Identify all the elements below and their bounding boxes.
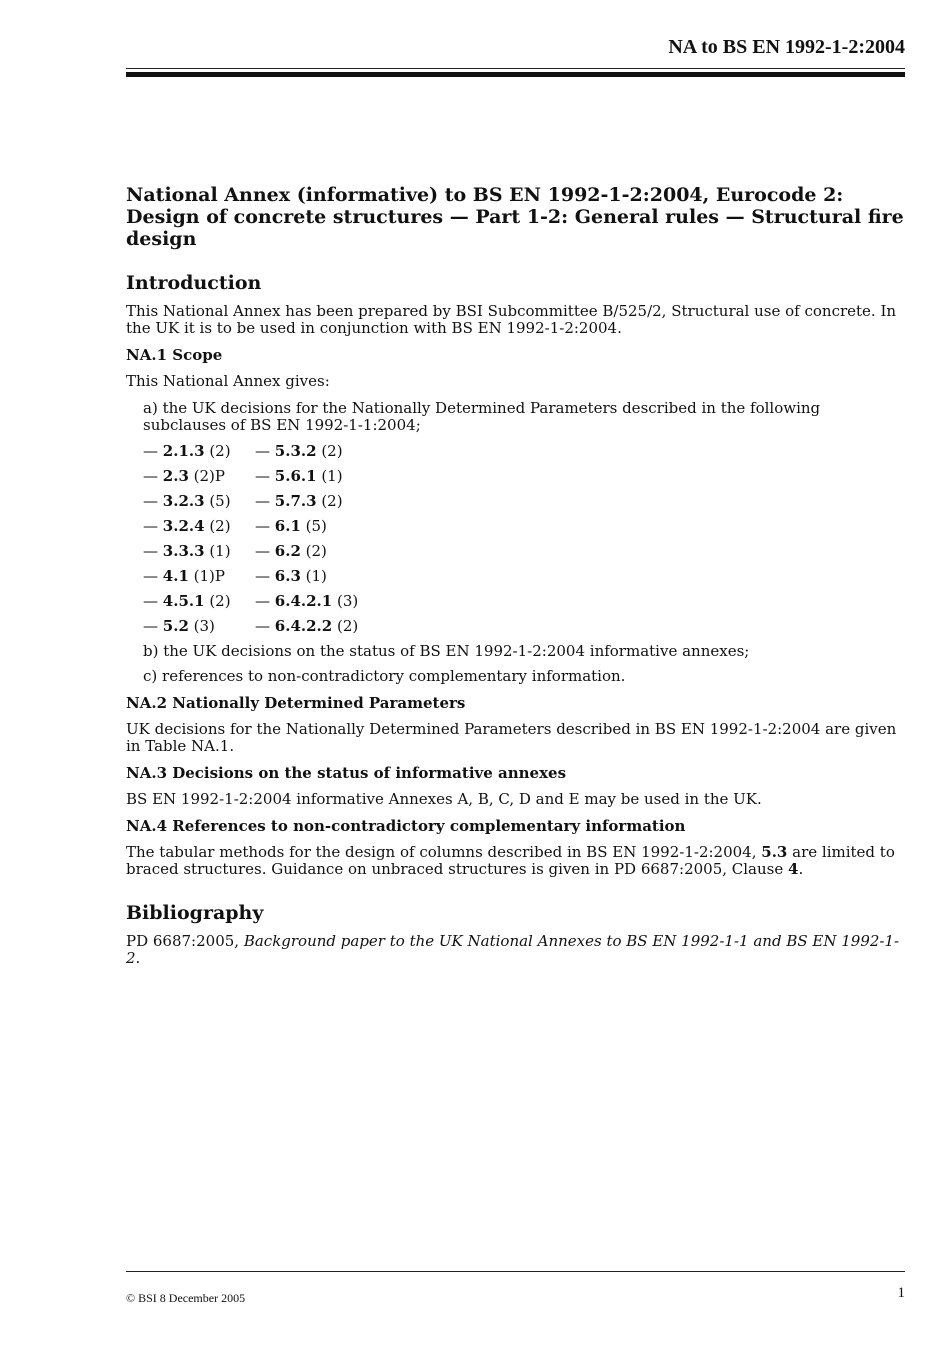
na1-heading: NA.1 Scope <box>126 346 223 364</box>
clause-item: — 5.2 (3) <box>143 617 215 635</box>
clause-item: — 2.1.3 (2) <box>143 442 231 460</box>
header-rule-thin <box>126 68 905 69</box>
document-title: National Annex (informative) to BS EN 1992-1-2:2004, Eurocode 2: Design of concrete structures — Part 1-2: General rules — Structural fire design <box>126 184 904 250</box>
header-rule-thick <box>126 72 905 77</box>
clause-item: — 4.1 (1)P <box>143 567 225 585</box>
clause-item: — 3.2.4 (2) <box>143 517 231 535</box>
na1-lead: This National Annex gives: <box>126 372 330 390</box>
na2-text: UK decisions for the Nationally Determined Parameters described in BS EN 1992-1-2:2004 are given in Table NA.1. <box>126 720 897 755</box>
document-body <box>126 184 906 977</box>
clause-item: — 6.4.2.1 (3) <box>255 592 359 610</box>
clause-item: — 5.6.1 (1) <box>255 467 343 485</box>
bibliography-heading: Bibliography <box>126 902 264 924</box>
na3-text: BS EN 1992-1-2:2004 informative Annexes A, B, C, D and E may be used in the UK. <box>126 790 762 808</box>
clause-item: — 4.5.1 (2) <box>143 592 231 610</box>
footer-rule <box>126 1271 905 1272</box>
na4-heading: NA.4 References to non-contradictory complementary information <box>126 817 686 835</box>
footer-copyright: © BSI 8 December 2005 <box>126 1291 246 1305</box>
clause-item: — 5.3.2 (2) <box>255 442 343 460</box>
bibliography-reference: PD 6687:2005, Background paper to the UK National Annexes to BS EN 1992-1-1 and BS EN 1992-1-2. <box>126 932 900 967</box>
clause-item: — 6.3 (1) <box>255 567 327 585</box>
introduction-heading: Introduction <box>126 272 262 294</box>
na1-item-a: a) the UK decisions for the Nationally Determined Parameters described in the following subclauses of BS EN 1992-1-1:2004; <box>143 399 821 434</box>
clause-item: — 6.4.2.2 (2) <box>255 617 359 635</box>
clause-item: — 5.7.3 (2) <box>255 492 343 510</box>
clause-item: — 3.3.3 (1) <box>143 542 231 560</box>
page-header-title: NA to BS EN 1992-1-2:2004 <box>668 36 905 58</box>
na4-text: The tabular methods for the design of columns described in BS EN 1992-1-2:2004, 5.3 are limited to braced structures. Guidance on unbraced structures is given in PD 6687:2005, Clause 4. <box>126 843 895 878</box>
na2-heading: NA.2 Nationally Determined Parameters <box>126 694 466 712</box>
na1-item-c: c) references to non-contradictory complementary information. <box>143 667 626 685</box>
introduction-text: This National Annex has been prepared by BSI Subcommittee B/525/2, Structural use of concrete. In the UK it is to be used in conjunction with BS EN 1992-1-2:2004. <box>126 302 897 337</box>
na1-item-b: b) the UK decisions on the status of BS EN 1992-1-2:2004 informative annexes; <box>143 642 750 660</box>
clause-item: — 6.2 (2) <box>255 542 327 560</box>
clause-item: — 6.1 (5) <box>255 517 327 535</box>
clause-list <box>143 443 906 635</box>
page-number: 1 <box>897 1285 905 1301</box>
na3-heading: NA.3 Decisions on the status of informative annexes <box>126 764 567 782</box>
clause-item: — 2.3 (2)P <box>143 467 225 485</box>
clause-item: — 3.2.3 (5) <box>143 492 231 510</box>
